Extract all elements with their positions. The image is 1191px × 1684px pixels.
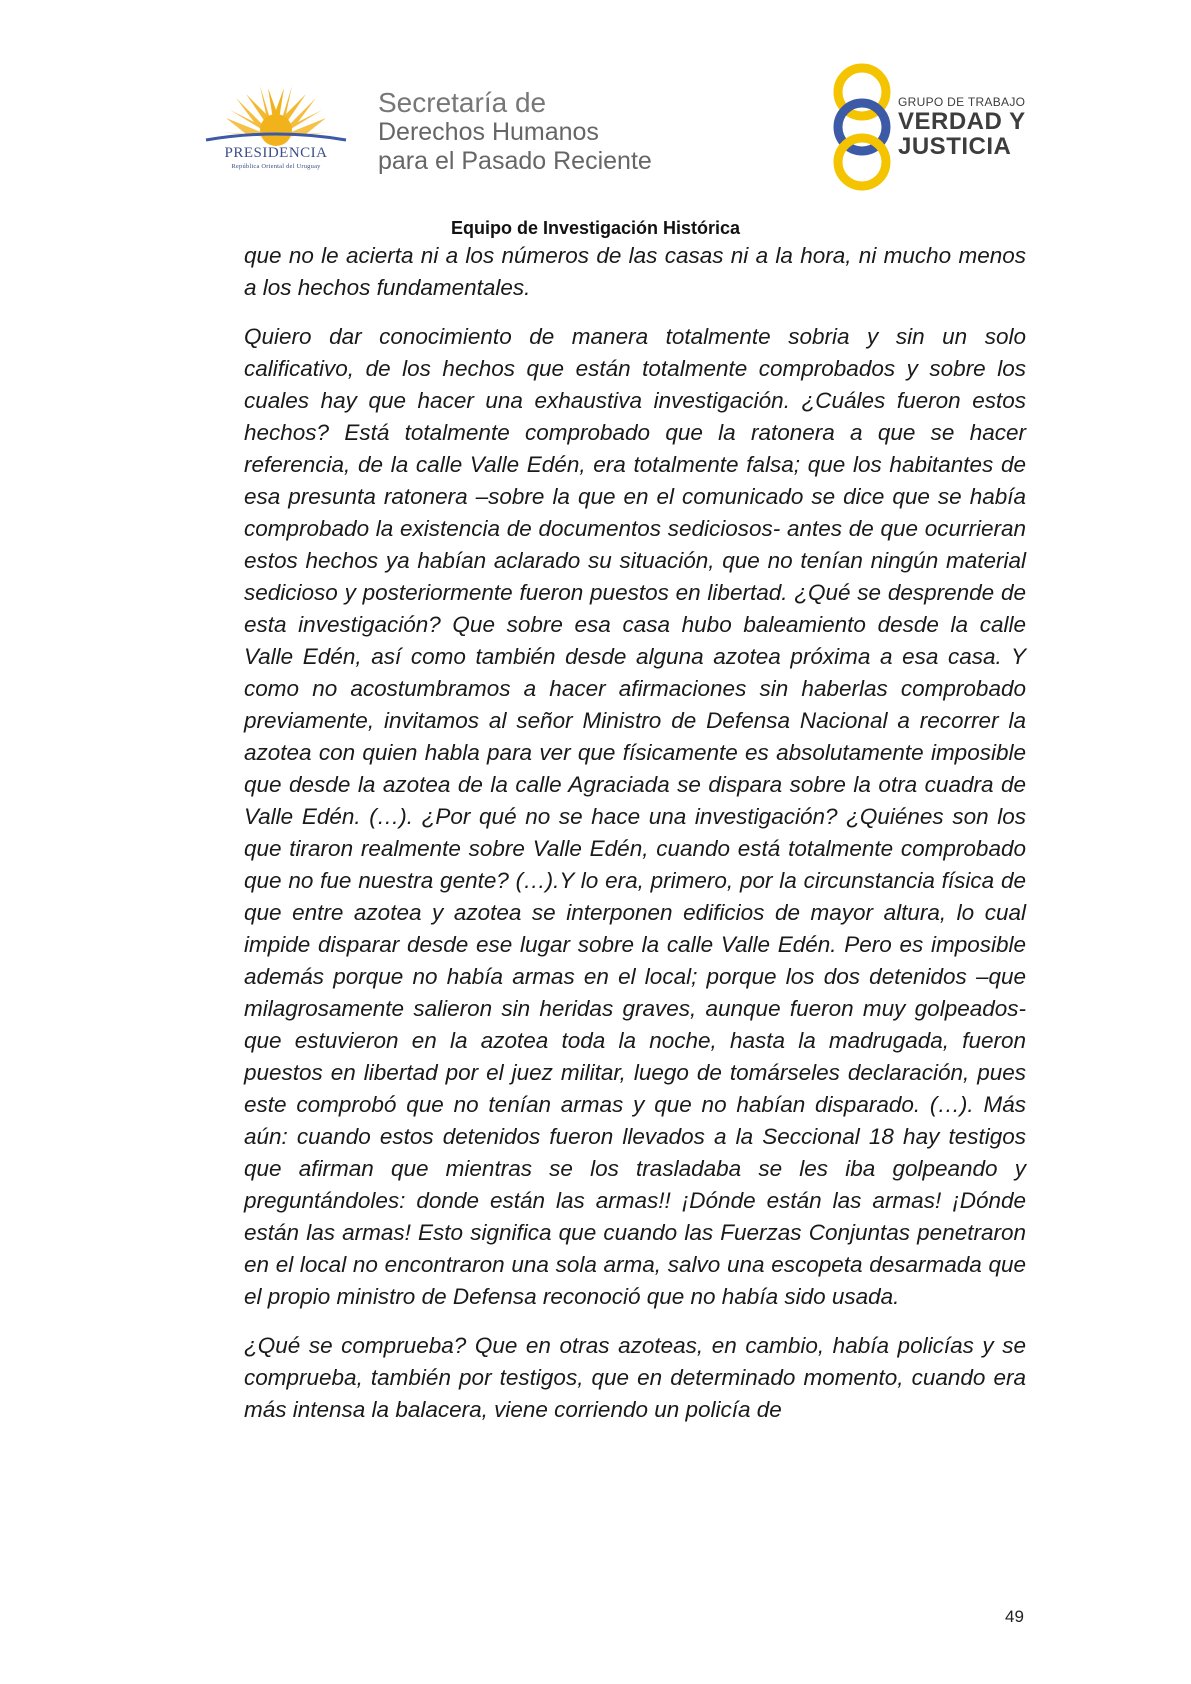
grupo-trabajo-title (898, 95, 1026, 159)
grupo-line3: JUSTICIA (898, 133, 1012, 160)
document-body (244, 240, 1026, 1443)
page-number: 49 (1005, 1607, 1024, 1626)
paragraph-1: que no le acierta ni a los números de las casas ni a la hora, ni mucho menos a los hechos fundamentales. (244, 243, 1026, 300)
verdad-justicia-rings-logo (818, 62, 906, 192)
secretaria-line3: para el Pasado Reciente (378, 147, 652, 175)
presidencia-name: PRESIDENCIA (224, 145, 328, 161)
team-title: Equipo de Investigación Histórica (450, 218, 741, 238)
grupo-line1: GRUPO DE TRABAJO (898, 95, 1026, 109)
presidencia-subtitle: República Oriental del Uruguay (231, 163, 321, 170)
paragraph-2: Quiero dar conocimiento de manera totalmente sobria y sin un solo calificativo, de los hechos que están totalmente comprobados y sobre los cuales hay que hacer una exhaustiva investigación. ¿Cuáles fueron estos hechos? Está totalmente comprobado que la ratonera a que se hacer referencia, de la calle Valle Edén, era totalmente falsa; que los habitantes de esa presunta ratonera –sobre la que en el comunicado se dice que se había comprobado la existencia de documentos sediciosos- antes de que ocurrieran estos hechos ya habían aclarado su situación, que no tenían ningún material sedicioso y posteriormente fueron puestos en libertad. ¿Qué se desprende de esta investigación? Que sobre esa casa hubo baleamiento desde la calle Valle Edén, así como también desde alguna azotea próxima a esa casa. Y como no acostumbramos a hacer afirmaciones sin haberlas comprobado previamente, invitamos al señor Ministro de Defensa Nacional a recorrer la azotea con quien habla para ver que físicamente es absolutamente imposible que desde la azotea de la calle Agraciada se dispara sobre la otra cuadra de Valle Edén. (…). ¿Por qué no se hace una investigación? ¿Quiénes son los que tiraron realmente sobre Valle Edén, cuando está totalmente comprobado que no fue nuestra gente? (…).Y lo era, primero, por la circunstancia física de que entre azotea y azotea se interponen edificios de mayor altura, lo cual impide disparar desde ese lugar sobre la calle Valle Edén. Pero es imposible además porque no había armas en el local; porque los dos detenidos –que milagrosamente salieron sin heridas graves, aunque fueron muy golpeados- que estuvieron en la azotea toda la noche, hasta la madrugada, fueron puestos en libertad por el juez militar, luego de tomárseles declaración, pues este comprobó que no tenían armas y que no habían disparado. (…). Más aún: cuando estos detenidos fueron llevados a la Seccional 18 hay testigos que afirman que mientras se los trasladaba se les iba golpeando y preguntándoles: donde están las armas!! ¡Dónde están las armas! ¡Dónde están las armas! Esto significa que cuando las Fuerzas Conjuntas penetraron en el local no encontraron una sola arma, salvo una escopeta desarmada que el propio ministro de Defensa reconoció que no había sido usada. (244, 324, 1026, 1309)
secretaria-title (378, 88, 652, 176)
page-header (0, 0, 1191, 210)
secretaria-line1: Secretaría de (378, 87, 547, 118)
paragraph-3: ¿Qué se comprueba? Que en otras azoteas, en cambio, había policías y se comprueba, también por testigos, que en determinado momento, cuando era más intensa la balacera, viene corriendo un policía de (244, 1333, 1026, 1422)
grupo-line2: VERDAD Y (898, 108, 1026, 135)
secretaria-line2: Derechos Humanos (378, 118, 599, 146)
presidencia-text (196, 145, 356, 170)
